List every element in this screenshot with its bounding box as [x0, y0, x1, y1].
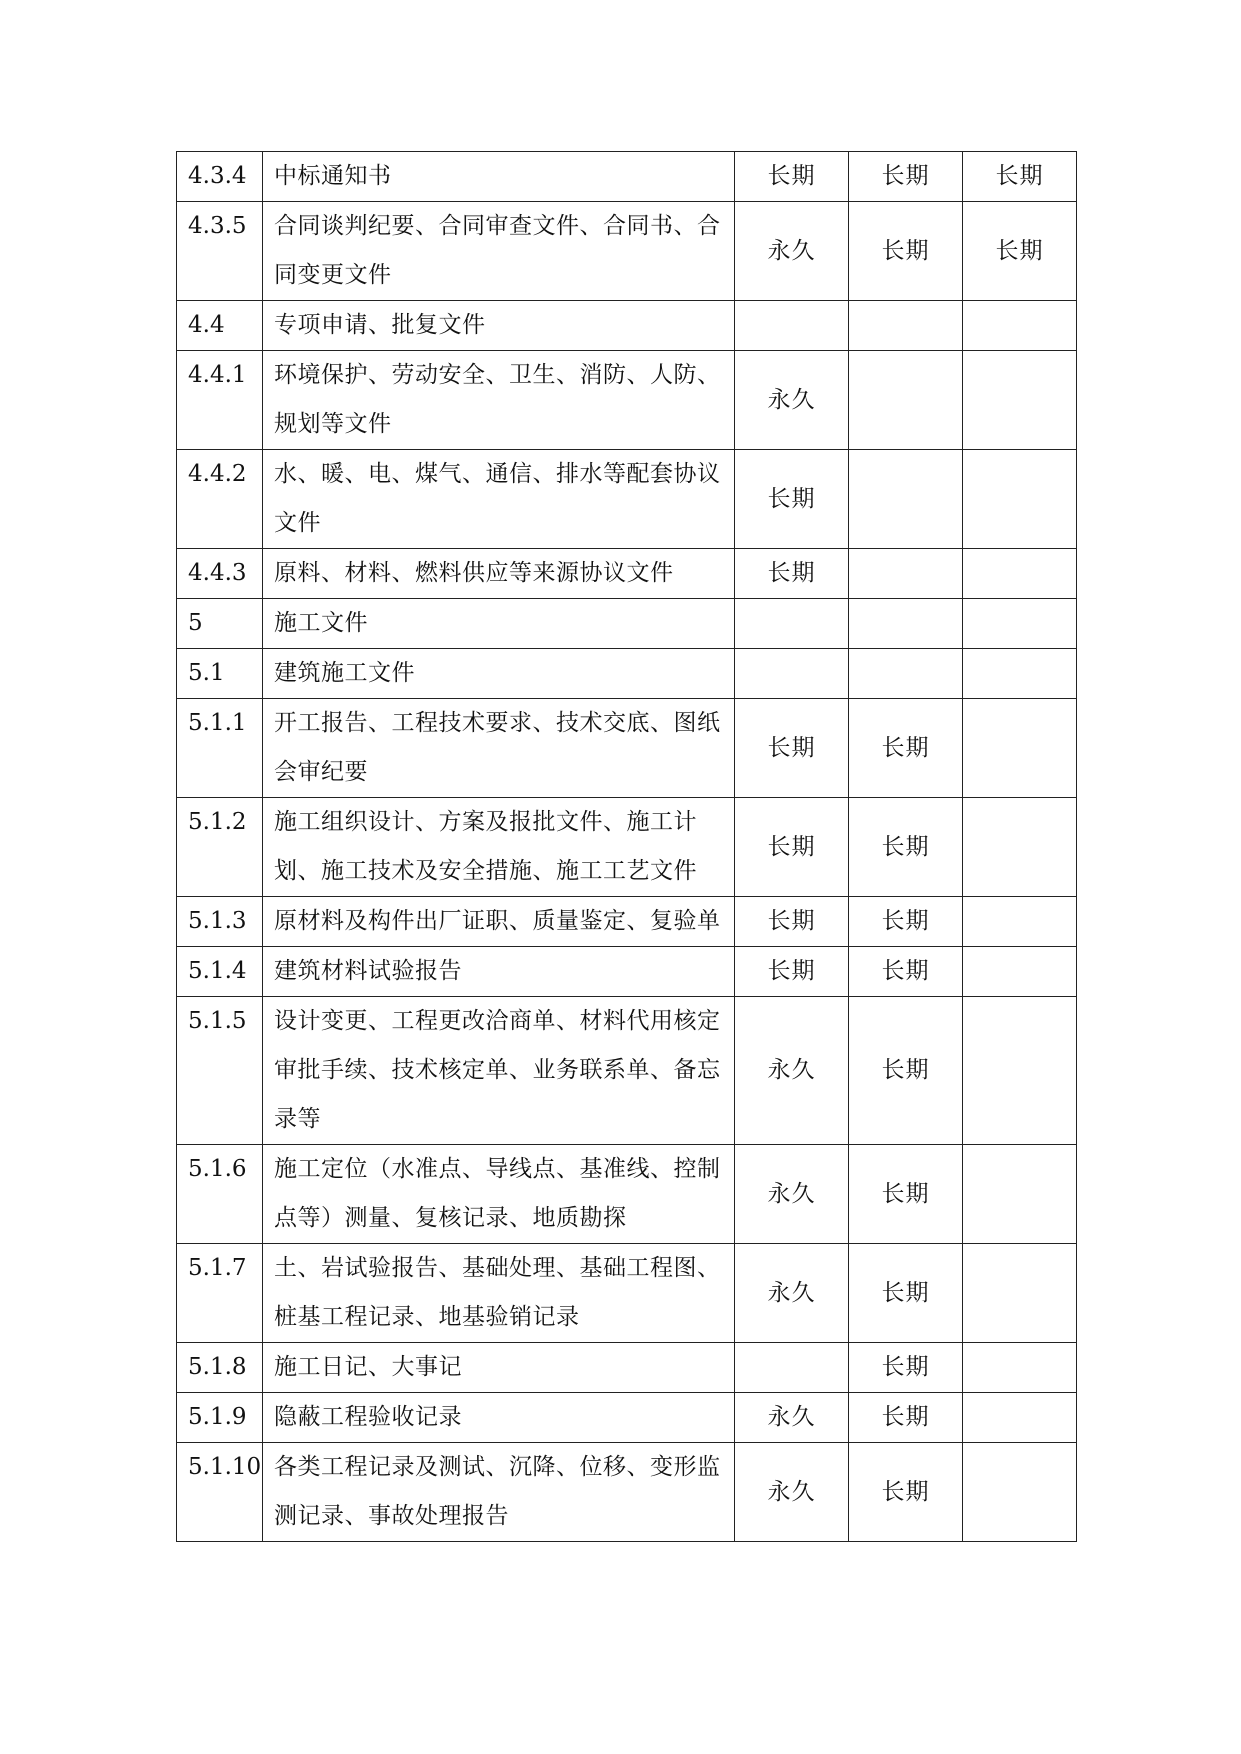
table-row — [177, 599, 1077, 649]
retention-col-1: 永久 — [735, 1393, 849, 1443]
retention-col-1 — [735, 1343, 849, 1393]
retention-col-2: 长期 — [849, 202, 963, 301]
row-number: 5.1.8 — [177, 1343, 263, 1393]
retention-col-1: 永久 — [735, 1145, 849, 1244]
retention-col-2: 长期 — [849, 798, 963, 897]
retention-col-3 — [963, 1145, 1077, 1244]
row-title: 土、岩试验报告、基础处理、基础工程图、桩基工程记录、地基验销记录 — [263, 1244, 735, 1343]
row-number: 5.1.5 — [177, 997, 263, 1145]
retention-col-2 — [849, 649, 963, 699]
retention-col-1: 永久 — [735, 1244, 849, 1343]
row-number: 5.1.1 — [177, 699, 263, 798]
row-title: 合同谈判纪要、合同审查文件、合同书、合同变更文件 — [263, 202, 735, 301]
retention-col-2 — [849, 549, 963, 599]
retention-col-3 — [963, 450, 1077, 549]
row-title: 施工组织设计、方案及报批文件、施工计划、施工技术及安全措施、施工工艺文件 — [263, 798, 735, 897]
retention-col-2: 长期 — [849, 897, 963, 947]
retention-col-3 — [963, 997, 1077, 1145]
retention-col-1 — [735, 301, 849, 351]
row-title: 开工报告、工程技术要求、技术交底、图纸会审纪要 — [263, 699, 735, 798]
row-number: 5.1.10 — [177, 1443, 263, 1542]
retention-col-3 — [963, 649, 1077, 699]
table-row — [177, 699, 1077, 798]
retention-col-2: 长期 — [849, 997, 963, 1145]
retention-col-3 — [963, 947, 1077, 997]
retention-col-1: 长期 — [735, 947, 849, 997]
table-row — [177, 549, 1077, 599]
table-row — [177, 1244, 1077, 1343]
row-number: 5.1.9 — [177, 1393, 263, 1443]
retention-col-2: 长期 — [849, 1244, 963, 1343]
row-number: 5.1.2 — [177, 798, 263, 897]
row-number: 5.1.7 — [177, 1244, 263, 1343]
retention-table — [176, 151, 1077, 1542]
retention-col-3 — [963, 549, 1077, 599]
retention-col-2: 长期 — [849, 1145, 963, 1244]
table-row — [177, 301, 1077, 351]
retention-col-1: 永久 — [735, 351, 849, 450]
retention-col-2 — [849, 599, 963, 649]
row-title: 专项申请、批复文件 — [263, 301, 735, 351]
retention-col-2: 长期 — [849, 152, 963, 202]
row-number: 4.4.1 — [177, 351, 263, 450]
table-row — [177, 649, 1077, 699]
retention-col-2: 长期 — [849, 947, 963, 997]
retention-col-3 — [963, 1244, 1077, 1343]
retention-col-3 — [963, 699, 1077, 798]
table-row — [177, 997, 1077, 1145]
table-row — [177, 152, 1077, 202]
row-title: 各类工程记录及测试、沉降、位移、变形监测记录、事故处理报告 — [263, 1443, 735, 1542]
table-row — [177, 1343, 1077, 1393]
row-number: 4.3.5 — [177, 202, 263, 301]
row-number: 5.1 — [177, 649, 263, 699]
table-row — [177, 450, 1077, 549]
row-number: 5.1.3 — [177, 897, 263, 947]
row-title: 原材料及构件出厂证职、质量鉴定、复验单 — [263, 897, 735, 947]
retention-col-2 — [849, 450, 963, 549]
row-number: 4.4.3 — [177, 549, 263, 599]
table-row — [177, 1393, 1077, 1443]
retention-col-3 — [963, 798, 1077, 897]
table-row — [177, 202, 1077, 301]
retention-col-1: 长期 — [735, 798, 849, 897]
retention-col-1: 永久 — [735, 997, 849, 1145]
row-title: 设计变更、工程更改洽商单、材料代用核定审批手续、技术核定单、业务联系单、备忘录等 — [263, 997, 735, 1145]
row-number: 5.1.6 — [177, 1145, 263, 1244]
row-title: 水、暖、电、煤气、通信、排水等配套协议文件 — [263, 450, 735, 549]
retention-col-2: 长期 — [849, 699, 963, 798]
retention-col-1 — [735, 649, 849, 699]
retention-table-body — [177, 152, 1077, 1542]
row-title: 施工定位（水准点、导线点、基准线、控制点等）测量、复核记录、地质勘探 — [263, 1145, 735, 1244]
retention-col-3: 长期 — [963, 202, 1077, 301]
retention-col-1: 长期 — [735, 549, 849, 599]
row-number: 5.1.4 — [177, 947, 263, 997]
retention-col-1: 永久 — [735, 202, 849, 301]
table-row — [177, 1145, 1077, 1244]
row-title: 原料、材料、燃料供应等来源协议文件 — [263, 549, 735, 599]
row-number: 4.4 — [177, 301, 263, 351]
retention-col-1: 永久 — [735, 1443, 849, 1542]
retention-col-3 — [963, 1393, 1077, 1443]
retention-col-2: 长期 — [849, 1343, 963, 1393]
retention-col-3 — [963, 1343, 1077, 1393]
row-title: 建筑材料试验报告 — [263, 947, 735, 997]
row-title: 隐蔽工程验收记录 — [263, 1393, 735, 1443]
table-row — [177, 897, 1077, 947]
table-row — [177, 947, 1077, 997]
row-title: 环境保护、劳动安全、卫生、消防、人防、规划等文件 — [263, 351, 735, 450]
retention-col-1 — [735, 599, 849, 649]
retention-col-3: 长期 — [963, 152, 1077, 202]
retention-col-3 — [963, 351, 1077, 450]
row-title: 中标通知书 — [263, 152, 735, 202]
row-title: 建筑施工文件 — [263, 649, 735, 699]
row-number: 4.3.4 — [177, 152, 263, 202]
retention-col-2 — [849, 301, 963, 351]
table-row — [177, 798, 1077, 897]
retention-col-3 — [963, 897, 1077, 947]
row-number: 4.4.2 — [177, 450, 263, 549]
retention-col-2: 长期 — [849, 1393, 963, 1443]
retention-col-3 — [963, 301, 1077, 351]
row-title: 施工文件 — [263, 599, 735, 649]
retention-col-1: 长期 — [735, 699, 849, 798]
table-row — [177, 351, 1077, 450]
table-row — [177, 1443, 1077, 1542]
retention-col-1: 长期 — [735, 450, 849, 549]
retention-col-1: 长期 — [735, 152, 849, 202]
retention-col-2: 长期 — [849, 1443, 963, 1542]
retention-col-1: 长期 — [735, 897, 849, 947]
row-title: 施工日记、大事记 — [263, 1343, 735, 1393]
retention-col-3 — [963, 1443, 1077, 1542]
retention-col-3 — [963, 599, 1077, 649]
row-number: 5 — [177, 599, 263, 649]
retention-col-2 — [849, 351, 963, 450]
